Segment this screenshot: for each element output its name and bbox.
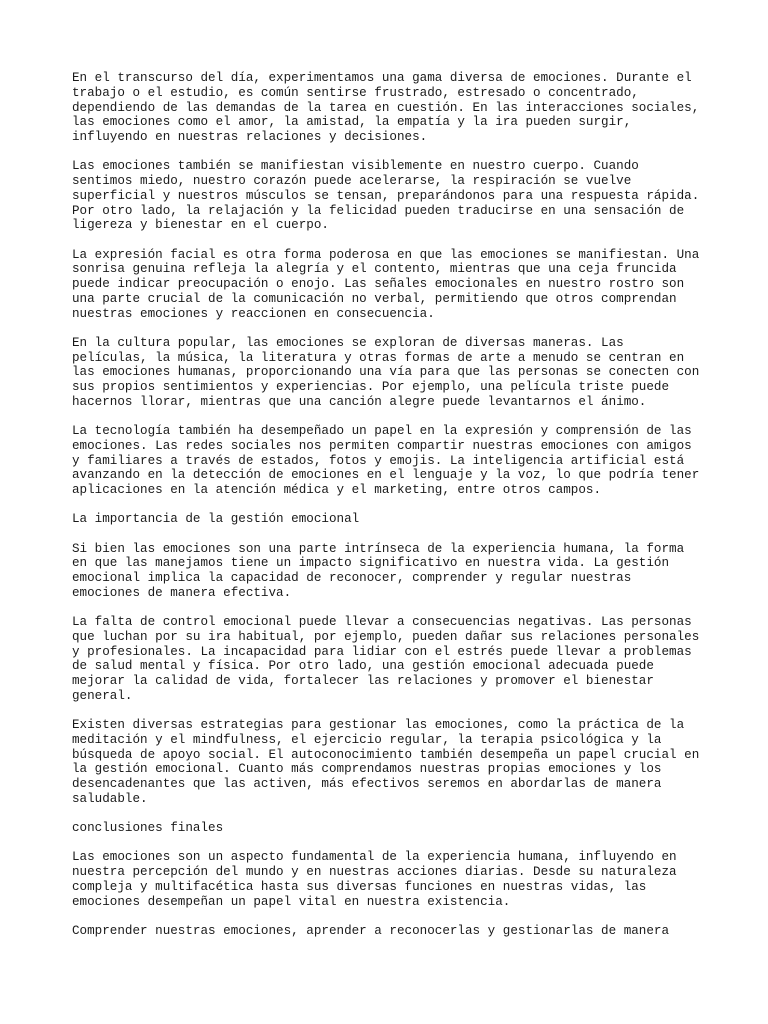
text-line: las emociones humanas, proporcionando una vía para que las personas se conecten con — [72, 365, 700, 380]
text-line: Existen diversas estrategias para gestionar las emociones, como la práctica de la — [72, 718, 685, 732]
heading-text: La importancia de la gestión emocional — [72, 512, 360, 527]
text-line: que luchan por su ira habitual, por ejemplo, pueden dañar sus relaciones personales — [72, 629, 700, 644]
text-line: las emociones como el amor, la amistad, la empatía y la ira pueden surgir, — [72, 115, 632, 130]
text-line: emociones de manera efectiva. — [72, 585, 292, 600]
paragraph-lack-of-control — [72, 615, 712, 704]
text-line: En el transcurso del día, experimentamos una gama diversa de emociones. Durante el — [72, 71, 692, 85]
text-line: compleja y multifacética hasta sus diversas funciones en nuestras vidas, las — [72, 879, 647, 894]
text-line: en que las manejamos tiene un impacto significativo en nuestra vida. La gestión — [72, 556, 670, 571]
text-line: trabajo o el estudio, es común sentirse frustrado, estresado o concentrado, — [72, 85, 639, 100]
text-line: nuestra percepción del mundo y en nuestras acciones diarias. Desde su naturaleza — [72, 865, 677, 879]
text-line: La expresión facial es otra forma poderosa en que las emociones se manifiestan. Una — [72, 247, 700, 262]
heading-text: conclusiones finales — [72, 821, 224, 835]
text-line: En la cultura popular, las emociones se exploran de diversas maneras. Las — [72, 335, 624, 350]
text-line: sentimos miedo, nuestro corazón puede acelerarse, la respiración se vuelve — [72, 174, 632, 188]
text-line: avanzando en la detección de emociones en el lenguaje y la voz, lo que podría tener — [72, 468, 700, 483]
paragraph-facial-expression — [72, 248, 712, 322]
text-line: superficial y nuestros músculos se tensan, preparándonos para una respuesta rápida. — [72, 188, 700, 203]
text-line: una parte crucial de la comunicación no verbal, permitiendo que otros comprendan — [72, 291, 677, 306]
text-line: la gestión emocional. Cuanto más comprendamos nuestras propias emociones y los — [72, 762, 662, 777]
section-heading-conclusions — [72, 821, 712, 836]
text-line: de salud mental y física. Por otro lado, una gestión emocional adecuada puede — [72, 659, 654, 674]
paragraph-strategies — [72, 718, 712, 807]
paragraph-emotions-daily — [72, 71, 712, 145]
text-line: películas, la música, la literatura y otras formas de arte a menudo se centran en — [72, 350, 685, 365]
text-line: ligereza y bienestar en el cuerpo. — [72, 218, 329, 233]
paragraph-emotions-body — [72, 159, 712, 233]
paragraph-conclusion-fundamental — [72, 850, 712, 909]
text-line: Comprender nuestras emociones, aprender a reconocerlas y gestionarlas de manera — [72, 923, 670, 938]
text-line: mejorar la calidad de vida, fortalecer las relaciones y promover el bienestar — [72, 674, 654, 688]
text-line: general. — [72, 688, 133, 703]
text-line: Si bien las emociones son una parte intrínseca de la experiencia humana, la forma — [72, 541, 685, 556]
text-line: hacernos llorar, mientras que una canción alegre puede levantarnos el ánimo. — [72, 394, 647, 409]
text-line: nuestras emociones y reaccionen en consecuencia. — [72, 306, 435, 321]
section-heading-emotional-management — [72, 512, 712, 527]
paragraph-management-intro — [72, 542, 712, 601]
text-line: saludable. — [72, 791, 148, 806]
text-line: sonrisa genuina refleja la alegría y el contento, mientras que una ceja fruncida — [72, 262, 677, 277]
text-line: La tecnología también ha desempeñado un papel en la expresión y comprensión de las — [72, 424, 692, 438]
text-line: Por otro lado, la relajación y la felicidad pueden traducirse en una sensación de — [72, 203, 685, 218]
paragraph-popular-culture — [72, 336, 712, 410]
text-line: La falta de control emocional puede llevar a consecuencias negativas. Las personas — [72, 615, 692, 629]
text-line: desencadenantes que las activen, más efectivos seremos en abordarlas de manera — [72, 777, 662, 791]
text-line: sus propios sentimientos y experiencias. Por ejemplo, una película triste puede — [72, 380, 670, 394]
text-line: y familiares a través de estados, fotos y emojis. La inteligencia artificial está — [72, 453, 685, 468]
paragraph-conclusion-understanding — [72, 924, 712, 939]
text-line: emocional implica la capacidad de reconocer, comprender y regular nuestras — [72, 571, 632, 585]
text-line: emociones desempeñan un papel vital en nuestra existencia. — [72, 894, 511, 909]
text-line: y profesionales. La incapacidad para lidiar con el estrés puede llevar a problemas — [72, 644, 692, 659]
document-page — [72, 71, 712, 953]
text-line: emociones. Las redes sociales nos permiten compartir nuestras emociones con amigos — [72, 438, 692, 453]
text-line: puede indicar preocupación o enojo. Las señales emocionales en nuestro rostro son — [72, 277, 685, 291]
text-line: aplicaciones en la atención médica y el marketing, entre otros campos. — [72, 483, 602, 497]
text-line: Las emociones son un aspecto fundamental de la experiencia humana, influyendo en — [72, 850, 677, 865]
text-line: dependiendo de las demandas de la tarea en cuestión. En las interacciones sociales, — [72, 100, 700, 115]
paragraph-technology — [72, 424, 712, 498]
text-line: búsqueda de apoyo social. El autoconocimiento también desempeña un papel crucial en — [72, 747, 700, 762]
text-line: meditación y el mindfulness, el ejercicio regular, la terapia psicológica y la — [72, 732, 662, 747]
text-line: Las emociones también se manifiestan visiblemente en nuestro cuerpo. Cuando — [72, 159, 639, 174]
text-line: influyendo en nuestras relaciones y decisiones. — [72, 130, 428, 144]
